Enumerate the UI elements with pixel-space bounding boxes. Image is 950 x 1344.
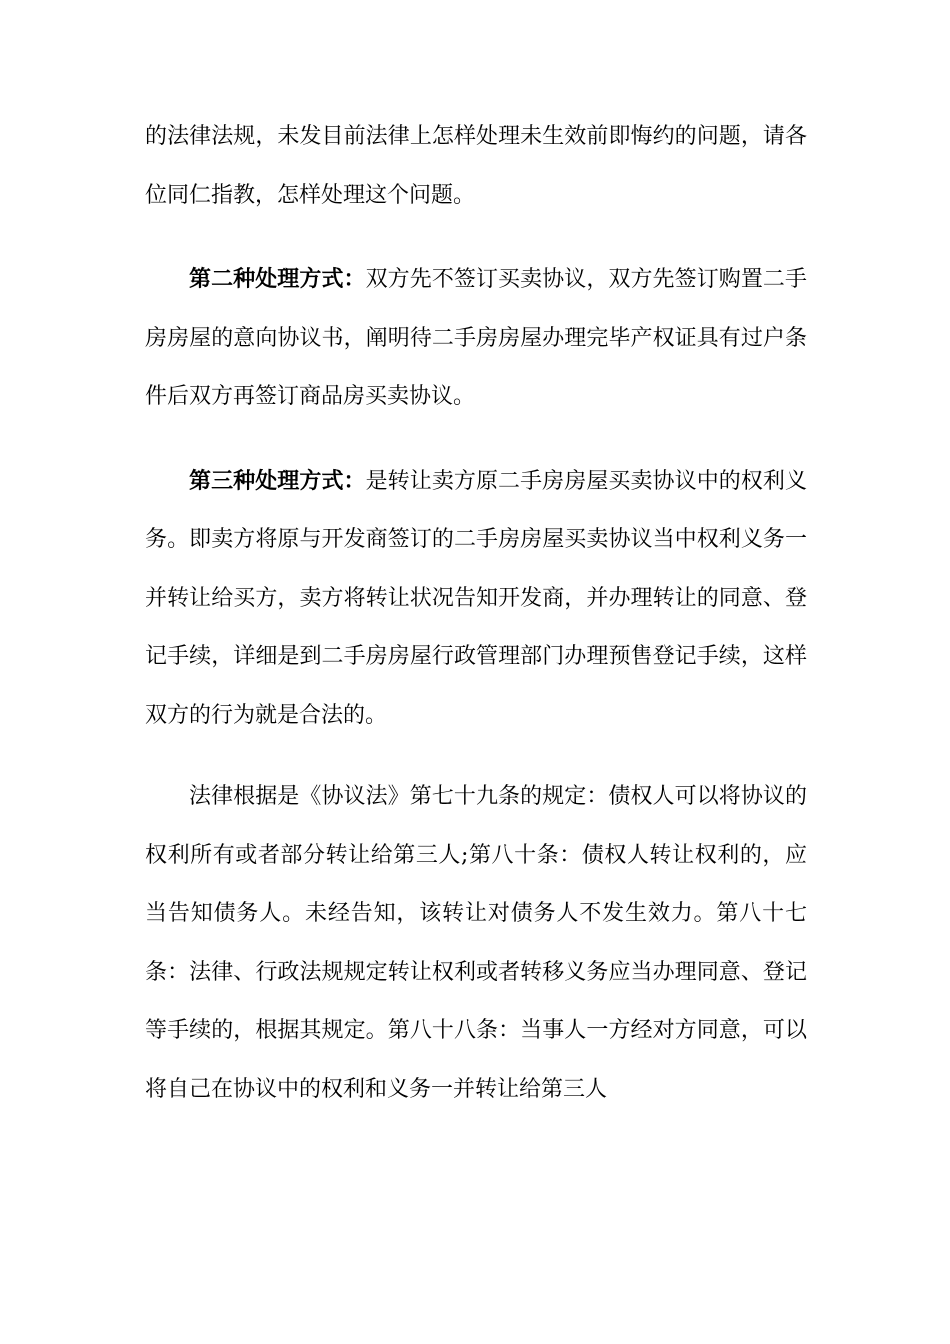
paragraph-text: 的法律法规，未发目前法律上怎样处理未生效前即悔约的问题，请各位同仁指教，怎样处理这个问题。 [145, 124, 807, 208]
paragraph-heading: 第三种处理方式： [189, 467, 366, 494]
document-body [145, 108, 807, 1119]
paragraph-text: 双方先不签订买卖协议，双方先签订购置二手房房屋的意向协议书，阐明待二手房房屋办理完毕产权证具有过户条件后双方再签订商品房买卖协议。 [145, 267, 807, 409]
paragraph-gap [145, 225, 807, 250]
paragraph-method-three [145, 452, 807, 746]
paragraph-text: 法律根据是《协议法》第七十九条的规定：债权人可以将协议的权利所有或者部分转让给第三人;第八十条：债权人转让权利的，应当告知债务人。未经告知，该转让对债务人不发生效力。第八十七条：法律、行政法规规定转让权利或者转移义务应当办理同意、登记等手续的，根据其规定。第八十八条：当事人一方经对方同意，可以将自己在协议中的权利和义务一并转让给第三人 [145, 784, 807, 1102]
paragraph-gap [145, 745, 807, 768]
paragraph-text: 是转让卖方原二手房房屋买卖协议中的权利义务。即卖方将原与开发商签订的二手房房屋买卖协议当中权利义务一并转让给买方，卖方将转让状况告知开发商，并办理转让的同意、登记手续，详细是到二手房房屋行政管理部门办理预售登记手续，这样双方的行为就是合法的。 [145, 468, 807, 728]
paragraph-legal-basis [145, 768, 807, 1119]
paragraph-gap [145, 427, 807, 452]
paragraph-method-two [145, 250, 807, 427]
paragraph-continuation [145, 108, 807, 225]
paragraph-heading: 第二种处理方式： [189, 266, 366, 292]
